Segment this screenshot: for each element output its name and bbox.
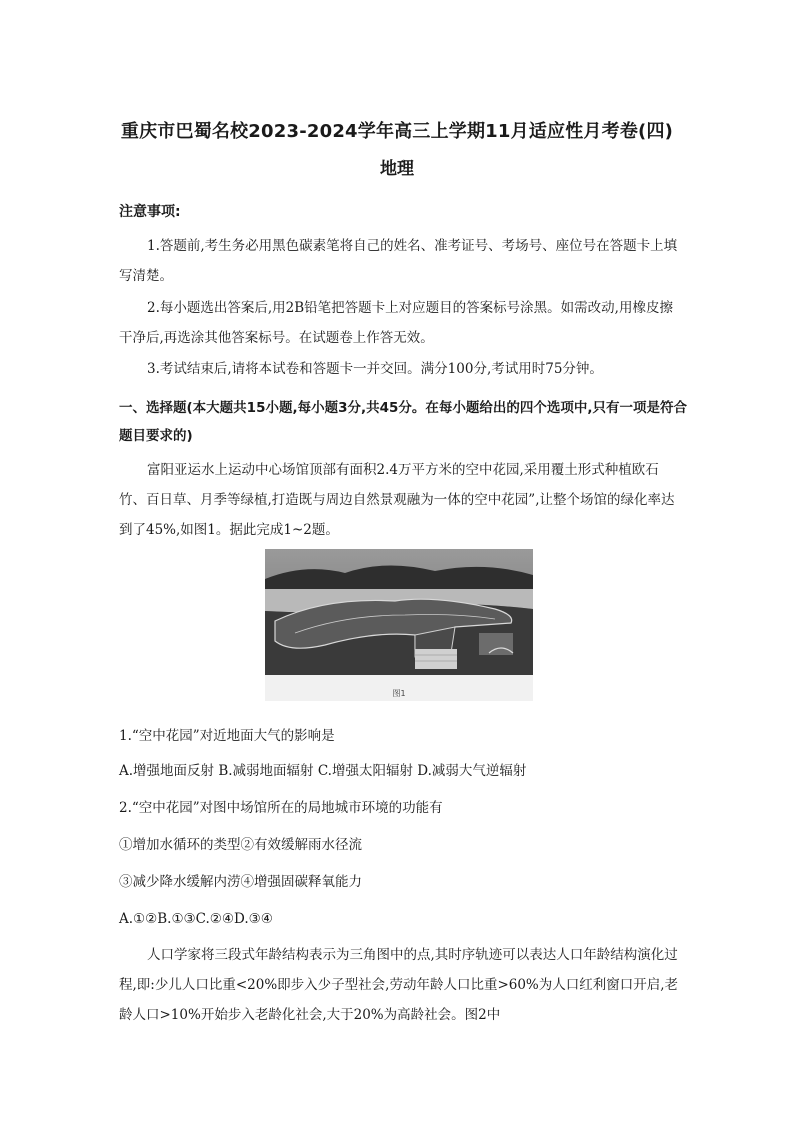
notice-item-3: 3.考试结束后,请将本试卷和答题卡一并交回。满分100分,考试用时75分钟。 xyxy=(147,361,603,377)
passage-1: 富阳亚运水上运动中心场馆顶部有面积2.4万平方米的空中花园,采用覆土形式种植欧石竹、百日草、月季等绿植,打造既与周边自然景观融为一体的空中花园”,让整个场馆的绿化率达到了45%,如图1。据此完成1~2题。 xyxy=(119,462,675,538)
notice-item-1: 1.答题前,考生务必用黑色碳素笔将自己的姓名、准考证号、考场号、座位号在答题卡上填写清楚。 xyxy=(119,238,678,284)
question-1-stem: 1.“空中花园”对近地面大气的影响是 xyxy=(119,728,335,744)
question-2-statement-a: ①增加水循环的类型②有效缓解雨水径流 xyxy=(119,837,362,853)
page-title: 重庆市巴蜀名校2023-2024学年高三上学期11月适应性月考卷(四) xyxy=(120,121,674,142)
question-2-options: A.①②B.①③C.②④D.③④ xyxy=(119,911,273,927)
figure-caption: 图1 xyxy=(392,689,406,698)
notice-item-2: 2.每小题选出答案后,用2B铅笔把答题卡上对应题目的答案标号涂黑。如需改动,用橡皮擦干净后,再选涂其他答案标号。在试题卷上作答无效。 xyxy=(119,300,673,346)
notice-heading: 注意事项: xyxy=(119,204,181,220)
passage-2: 人口学家将三段式年龄结构表示为三角图中的点,其时序轨迹可以表达人口年龄结构演化过程,即:少儿人口比重<20%即步入少子型社会,劳动年龄人口比重>60%为人口红利窗口开启,老龄人口>10%开始步入老龄化社会,大于20%为高龄社会。图2中 xyxy=(119,947,679,1023)
figure-1 xyxy=(265,549,533,701)
stadium-photo xyxy=(265,549,533,689)
question-2-statement-b: ③减少降水缓解内涝④增强固碳释氧能力 xyxy=(119,874,362,890)
question-1-options: A.增强地面反射 B.减弱地面辐射 C.增强太阳辐射 D.减弱大气逆辐射 xyxy=(119,763,527,779)
question-2-stem: 2.“空中花园”对图中场馆所在的局地城市环境的功能有 xyxy=(119,800,443,816)
section-heading: 一、选择题(本大题共15小题,每小题3分,共45分。在每小题给出的四个选项中,只有一项是符合题目要求的) xyxy=(119,400,688,444)
subject-title: 地理 xyxy=(380,159,414,179)
